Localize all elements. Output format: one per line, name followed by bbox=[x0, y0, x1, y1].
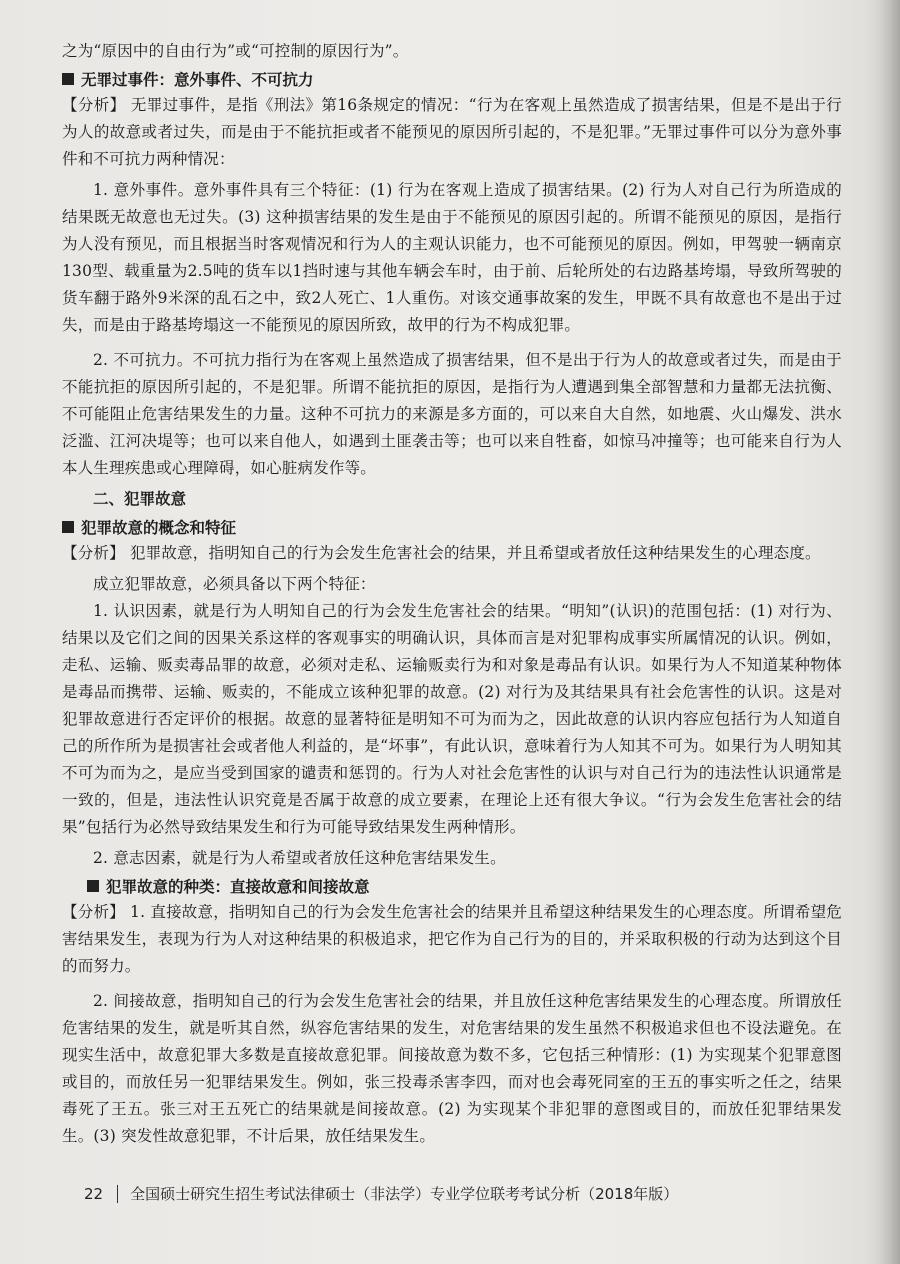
page-footer bbox=[84, 1183, 678, 1204]
paragraph-direct-intent bbox=[62, 899, 842, 980]
black-square-icon bbox=[87, 880, 99, 892]
paragraph-cognitive-factor: 1. 认识因素，就是行为人明知自己的行为会发生危害社会的结果。“明知”(认识)的范围包括：(1) 对行为、结果以及它们之间的因果关系这样的客观事实的明确认识，具体而言是对犯罪构成事实所属情况的认识。例如，走私、运输、贩卖毒品罪的故意，必须对走私、运输贩卖行为和对象是毒品有认识。如果行为人不知道某种物体是毒品而携带、运输、贩卖的，不能成立该种犯罪的故意。(2) 对行为及其结果具有社会危害性的认识。这是对犯罪故意进行否定评价的根据。故意的显著特征是明知不可为而为之，因此故意的认识内容应包括行为人知道自己的所作所为是损害社会或者他人利益的，是“坏事”，有此认识，意味着行为人知其不可为。如果行为人明知其不可为而为之，是应当受到国家的谴责和惩罚的。行为人对社会危害性的认识与对自己行为的违法性认识通常是一致的，但是，违法性认识究竟是否属于故意的成立要素，在理论上还有很大争议。“行为会发生危害社会的结果”包括行为必然导致结果发生和行为可能导致结果发生两种情形。 bbox=[62, 602, 842, 836]
paragraph-intent-definition bbox=[62, 540, 842, 567]
heading-intent-types bbox=[62, 872, 842, 899]
paragraph-accident: 1. 意外事件。意外事件具有三个特征：(1) 行为在客观上造成了损害结果。(2) 行为人对自己行为所造成的结果既无故意也无过失。(3) 这种损害结果的发生是由于不能预见的原因引起的。所谓不能预见的原因，是指行为人没有预见，而且根据当时客观情况和行为人的主观认识能力，也不可能预见的原因。例如，甲驾驶一辆南京130型、载重量为2.5吨的货车以1挡时速与其他车辆会车时，由于前、后轮所处的右边路基垮塌，导致所驾驶的货车翻于路外9米深的乱石之中，致2人死亡、1人重伤。对该交通事故案的发生，甲既不具有故意也不是出于过失，而是由于路基垮塌这一不能预见的原因所致，故甲的行为不构成犯罪。 bbox=[62, 181, 842, 334]
analysis-tag: 【分析】 bbox=[62, 903, 125, 921]
paragraph-intent-features: 成立犯罪故意，必须具备以下两个特征： bbox=[93, 575, 376, 593]
heading-no-fault-event bbox=[62, 65, 842, 92]
heading-text: 犯罪故意的种类：直接故意和间接故意 bbox=[106, 877, 370, 896]
paragraph-continuation: 之为“原因中的自由行为”或“可控制的原因行为”。 bbox=[62, 42, 409, 60]
paragraph-volitional-factor: 2. 意志因素，就是行为人希望或者放任这种危害结果发生。 bbox=[93, 849, 506, 867]
page-number: 22 bbox=[84, 1184, 104, 1203]
page-content bbox=[62, 38, 842, 1150]
analysis-tag: 【分析】 bbox=[62, 96, 126, 114]
heading-text: 无罪过事件：意外事件、不可抗力 bbox=[81, 70, 314, 89]
footer-divider bbox=[117, 1185, 118, 1203]
black-square-icon bbox=[62, 521, 74, 533]
paragraph-force-majeure: 2. 不可抗力。不可抗力指行为在客观上虽然造成了损害结果，但不是出于行为人的故意或者过失，而是由于不能抗拒的原因所引起的，不是犯罪。所谓不能抗拒的原因，是指行为人遭遇到集全部智慧和力量都无法抗衡、不可能阻止危害结果发生的力量。这种不可抗力的来源是多方面的，可以来自大自然，如地震、火山爆发、洪水泛滥、江河决堤等；也可以来自他人，如遇到土匪袭击等；也可以来自牲畜，如惊马冲撞等；也可能来自行为人本人生理疾患或心理障碍，如心脏病发作等。 bbox=[62, 351, 842, 477]
paragraph-text: 犯罪故意，指明知自己的行为会发生危害社会的结果，并且希望或者放任这种结果发生的心理态度。 bbox=[124, 544, 821, 562]
analysis-tag: 【分析】 bbox=[62, 544, 125, 562]
heading-intent-concept bbox=[62, 513, 842, 540]
black-square-icon bbox=[62, 73, 74, 85]
paragraph-indirect-intent: 2. 间接故意，指明知自己的行为会发生危害社会的结果，并且放任这种危害结果发生的心理态度。所谓放任危害结果的发生，就是听其自然，纵容危害结果的发生，对危害结果的发生虽然不积极追求但也不设法避免。在现实生活中，故意犯罪大多数是直接故意犯罪。间接故意为数不多，它包括三种情形：(1) 为实现某个犯罪意图或目的，而放任另一犯罪结果发生。例如，张三投毒杀害李四，而对也会毒死同室的王五的事实听之任之，结果毒死了王五。张三对王五死亡的结果就是间接故意。(2) 为实现某个非犯罪的意图或目的，而放任犯罪结果发生。(3) 突发性故意犯罪，不计后果，放任结果发生。 bbox=[62, 992, 842, 1145]
paragraph-no-fault-definition bbox=[62, 92, 842, 173]
spine-shadow bbox=[878, 0, 900, 1264]
section-heading-criminal-intent: 二、犯罪故意 bbox=[93, 490, 187, 508]
heading-text: 犯罪故意的概念和特征 bbox=[81, 518, 237, 537]
paragraph-text: 无罪过事件，是指《刑法》第16条规定的情况：“行为在客观上虽然造成了损害结果，但是不是出于行为人的故意或者过失，而是由于不能抗拒或者不能预见的原因所引起的，不是犯罪。”无罪过事件可以分为意外事件和不可抗力两种情况： bbox=[62, 96, 842, 168]
paragraph-text: 1. 直接故意，指明知自己的行为会发生危害社会的结果并且希望这种结果发生的心理态度。所谓希望危害结果发生，表现为行为人对这种结果的积极追求，把它作为自己行为的目的，并采取积极的行动为达到这个目的而努力。 bbox=[62, 903, 842, 975]
book-title: 全国硕士研究生招生考试法律硕士（非法学）专业学位联考考试分析（2018年版） bbox=[130, 1185, 679, 1203]
